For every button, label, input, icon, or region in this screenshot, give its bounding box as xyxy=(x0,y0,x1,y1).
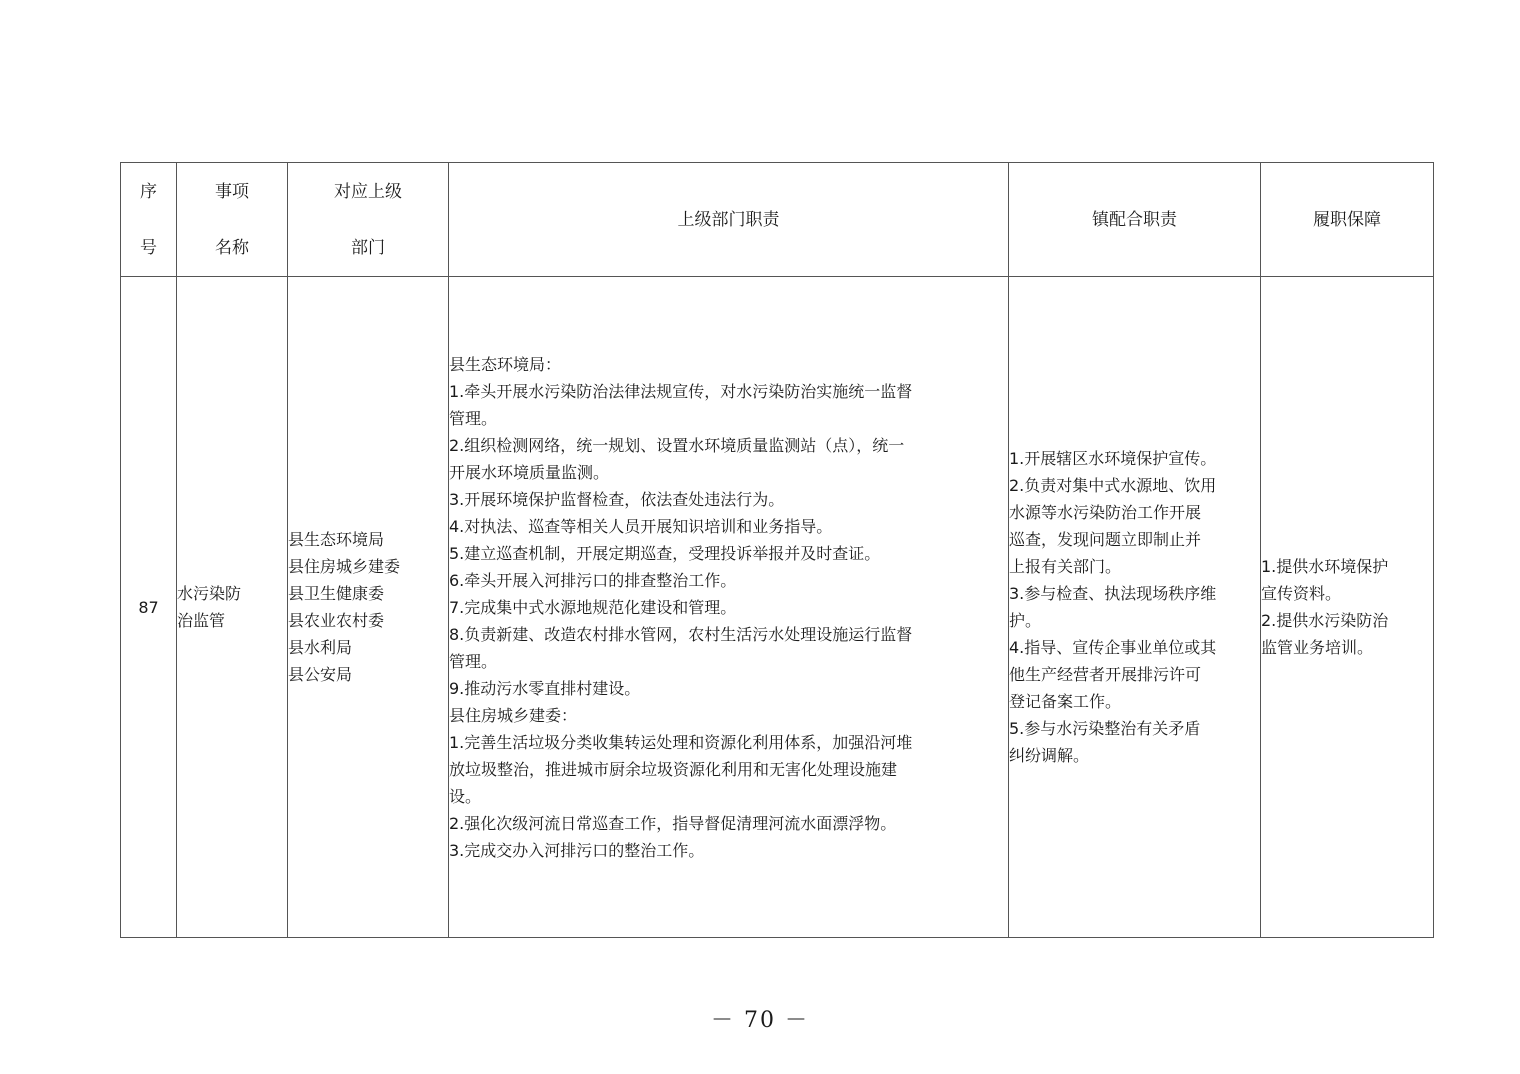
row-depts: 县生态环境局 县住房城乡建委 县卫生健康委 县农业农村委 县水利局 县公安局 xyxy=(288,277,449,938)
row-guarantee: 1.提供水环境保护 宣传资料。 2.提供水污染防治 监管业务培训。 xyxy=(1261,277,1434,938)
row-town-duties: 1.开展辖区水环境保护宣传。 2.负责对集中式水源地、饮用 水源等水污染防治工作开展 巡查，发现问题立即制止并 上报有关部门。 3.参与检查、执法现场秩序维 护。 4.指导、宣传企事业单位或其 他生产经营者开展排污许可 登记备案工作。 5.参与水污染整治有关矛盾 纠纷调解。 xyxy=(1009,277,1261,938)
header-seq: 序 号 xyxy=(121,163,177,277)
header-guarantee: 履职保障 xyxy=(1261,163,1434,277)
table-row xyxy=(121,277,1434,938)
page-number: － 70 － xyxy=(711,1008,809,1033)
row-upper-duties: 县生态环境局： 1.牵头开展水污染防治法律法规宣传，对水污染防治实施统一监督 管理。 2.组织检测网络，统一规划、设置水环境质量监测站（点），统一 开展水环境质量监测。 3.开展环境保护监督检查，依法查处违法行为。 4.对执法、巡查等相关人员开展知识培训和业务指导。 5.建立巡查机制，开展定期巡查，受理投诉举报并及时查证。 6.牵头开展入河排污口的排查整治工作。 7.完成集中式水源地规范化建设和管理。 8.负责新建、改造农村排水管网，农村生活污水处理设施运行监督 管理。 9.推动污水零直排村建设。 县住房城乡建委： 1.完善生活垃圾分类收集转运处理和资源化利用体系，加强沿河堆 放垃圾整治，推进城市厨余垃圾资源化利用和无害化处理设施建 设。 2.强化次级河流日常巡查工作，指导督促清理河流水面漂浮物。 3.完成交办入河排污口的整治工作。 xyxy=(449,277,1009,938)
header-dept: 对应上级 部门 xyxy=(288,163,449,277)
header-row xyxy=(121,163,1434,277)
duty-table xyxy=(120,162,1434,938)
row-item-name: 水污染防 治监管 xyxy=(177,277,288,938)
header-upper-duties: 上级部门职责 xyxy=(449,163,1009,277)
header-town-duties: 镇配合职责 xyxy=(1009,163,1261,277)
row-seq: 87 xyxy=(121,277,177,938)
header-name: 事项 名称 xyxy=(177,163,288,277)
